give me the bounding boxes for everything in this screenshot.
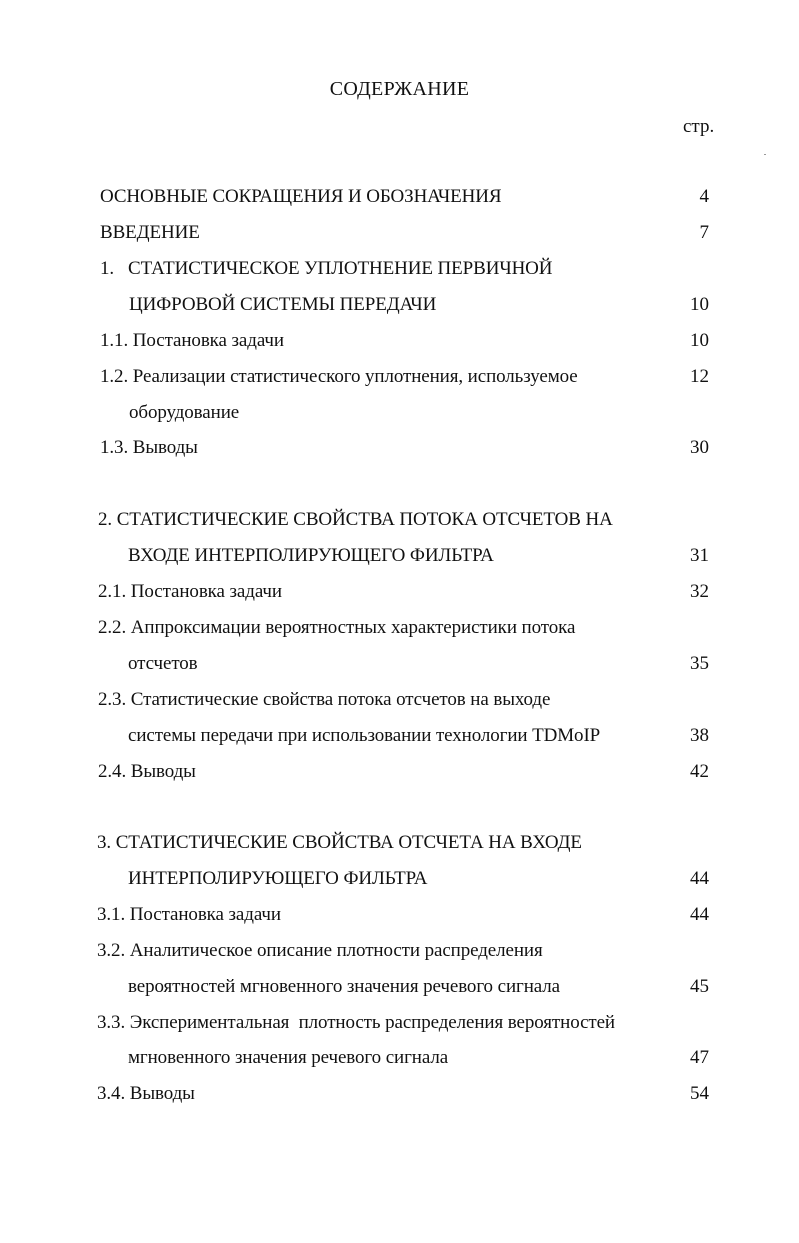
toc-entry-text: 1.2. Реализации статистического уплотнения, используемое bbox=[100, 366, 578, 387]
toc-entry-page: 45 bbox=[690, 976, 709, 997]
toc-entry-page: 30 bbox=[690, 437, 709, 458]
toc-entry bbox=[98, 615, 658, 641]
toc-entry-page: 47 bbox=[690, 1047, 709, 1068]
toc-chapter-heading-cont bbox=[128, 543, 688, 569]
toc-entry-text: ВХОДЕ ИНТЕРПОЛИРУЮЩЕГО ФИЛЬТРА bbox=[128, 545, 494, 566]
toc-entry bbox=[100, 364, 660, 390]
toc-entry bbox=[98, 687, 658, 713]
toc-entry-text: вероятностей мгновенного значения речевого сигнала bbox=[128, 976, 560, 997]
toc-entry-page: 54 bbox=[690, 1083, 709, 1104]
toc-entry-text: системы передачи при использовании технологии TDMoIP bbox=[128, 725, 601, 746]
toc-entry-cont bbox=[128, 974, 688, 1000]
toc-entry-text: 2.4. Выводы bbox=[98, 761, 196, 782]
toc-chapter-heading-cont bbox=[129, 292, 689, 318]
toc-entry-text: 2.3. Статистические свойства потока отсчетов на выходе bbox=[98, 689, 551, 710]
toc-entry-page: 32 bbox=[690, 581, 709, 602]
toc-entry-text: 2.2. Аппроксимации вероятностных характеристики потока bbox=[98, 617, 576, 638]
toc-chapter-heading bbox=[97, 830, 717, 856]
toc-entry-text: 3.4. Выводы bbox=[97, 1083, 195, 1104]
toc-entry-text: отсчетов bbox=[128, 653, 198, 674]
toc-chapter-heading bbox=[100, 256, 720, 282]
scan-speck bbox=[764, 154, 766, 155]
toc-entry-cont bbox=[129, 400, 529, 426]
toc-entry bbox=[97, 938, 657, 964]
toc-entry-text: 1.1. Постановка задачи bbox=[100, 330, 284, 351]
toc-entry-text: 3.2. Аналитическое описание плотности распределения bbox=[97, 940, 543, 961]
toc-entry bbox=[97, 1010, 717, 1036]
toc-entry-text: ОСНОВНЫЕ СОКРАЩЕНИЯ И ОБОЗНАЧЕНИЯ bbox=[100, 186, 502, 207]
toc-chapter-heading bbox=[98, 507, 718, 533]
toc-entry-text: 2.1. Постановка задачи bbox=[98, 581, 282, 602]
toc-entry-text: ЦИФРОВОЙ СИСТЕМЫ ПЕРЕДАЧИ bbox=[129, 294, 437, 315]
toc-entry-text: 3. СТАТИСТИЧЕСКИЕ СВОЙСТВА ОТСЧЕТА НА ВХОДЕ bbox=[97, 832, 582, 853]
toc-entry-page: 44 bbox=[690, 904, 709, 925]
toc-entry-page: 4 bbox=[699, 186, 709, 207]
toc-entry-cont bbox=[128, 1045, 688, 1071]
toc-entry bbox=[97, 1081, 497, 1107]
toc-entry-cont bbox=[128, 651, 528, 677]
toc-entry bbox=[98, 759, 498, 785]
toc-entry-page: 35 bbox=[690, 653, 709, 674]
toc-entry-text: мгновенного значения речевого сигнала bbox=[128, 1047, 449, 1068]
toc-entry-page: 12 bbox=[690, 366, 709, 387]
toc-entry bbox=[100, 328, 660, 354]
toc-entry-text: ИНТЕРПОЛИРУЮЩЕГО ФИЛЬТРА bbox=[128, 868, 428, 889]
toc-entry-page: 38 bbox=[690, 725, 709, 746]
toc-entry bbox=[100, 435, 500, 461]
toc-entry-cont bbox=[128, 723, 688, 749]
toc-entry-page: 42 bbox=[690, 761, 709, 782]
toc-entry bbox=[100, 184, 720, 210]
toc-entry-text: ВВЕДЕНИЕ bbox=[100, 222, 200, 243]
toc-entry-page: 44 bbox=[690, 868, 709, 889]
toc-entry bbox=[98, 579, 658, 605]
toc-entry-page: 7 bbox=[699, 222, 709, 243]
page-title: СОДЕРЖАНИЕ bbox=[329, 78, 470, 100]
toc-entry-page: 31 bbox=[690, 545, 709, 566]
toc-entry-page: 10 bbox=[690, 294, 709, 315]
toc-entry-text: 1. СТАТИСТИЧЕСКОЕ УПЛОТНЕНИЕ ПЕРВИЧНОЙ bbox=[100, 258, 553, 279]
toc-entry bbox=[100, 220, 720, 246]
page-column-label: стр. bbox=[683, 116, 715, 137]
toc-entry-text: 2. СТАТИСТИЧЕСКИЕ СВОЙСТВА ПОТОКА ОТСЧЕТОВ НА bbox=[98, 509, 613, 530]
toc-entry-page: 10 bbox=[690, 330, 709, 351]
toc-entry-text: 3.1. Постановка задачи bbox=[97, 904, 281, 925]
toc-chapter-heading-cont bbox=[128, 866, 688, 892]
toc-entry-text: 1.3. Выводы bbox=[100, 437, 198, 458]
toc-entry-text: оборудование bbox=[129, 402, 240, 423]
toc-entry bbox=[97, 902, 657, 928]
toc-entry-text: 3.3. Экспериментальная плотность распределения вероятностей bbox=[97, 1012, 616, 1033]
